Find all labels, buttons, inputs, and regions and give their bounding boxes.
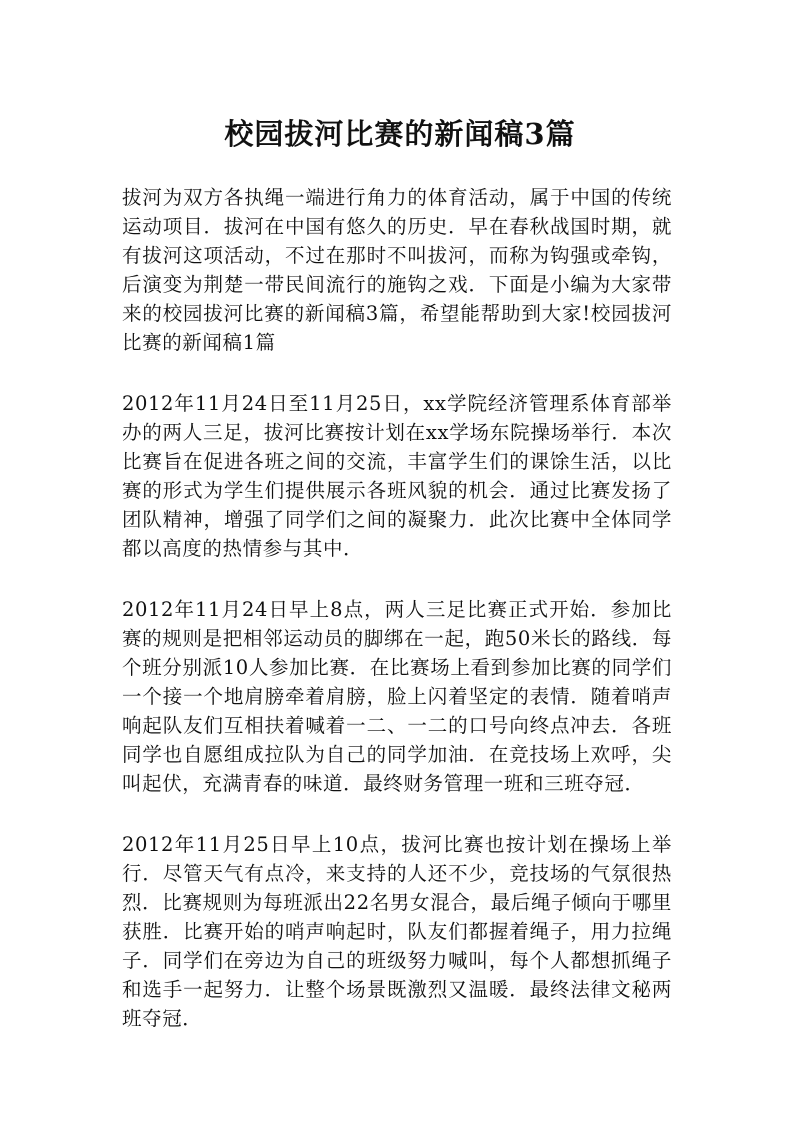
paragraph-three-legged-race: 2012年11月24日早上8点，两人三足比赛正式开始．参加比赛的规则是把相邻运动员的脚绑在一起，跑50米长的路线．每个班分别派10人参加比赛．在比赛场上看到参加比赛的同学们一个接一个地肩膀牵着肩膀，脸上闪着坚定的表情．随着哨声响起队友们互相扶着喊着一二、一二的口号向终点冲去．各班同学也自愿组成拉队为自己的同学加油．在竞技场上欢呼，尖叫起伏，充满青春的味道．最终财务管理一班和三班夺冠．: [122, 598, 672, 795]
document-body: [122, 183, 672, 1065]
paragraph-tug-of-war: 2012年11月25日早上10点，拔河比赛也按计划在操场上举行．尽管天气有点冷，来支持的人还不少，竞技场的气氛很热烈．比赛规则为每班派出22名男女混合，最后绳子倾向于哪里获胜．比赛开始的哨声响起时，队友们都握着绳子，用力拉绳子．同学们在旁边为自己的班级努力喊叫，每个人都想抓绳子和选手一起努力．让整个场景既激烈又温暖．最终法律文秘两班夺冠．: [122, 833, 672, 1030]
paragraph-event-overview: 2012年11月24日至11月25日，xx学院经济管理系体育部举办的两人三足，拔河比赛按计划在xx学场东院操场举行．本次比赛旨在促进各班之间的交流，丰富学生们的课馀生活，以比赛的形式为学生们提供展示各班风貌的机会．通过比赛发扬了团队精神，增强了同学们之间的凝聚力．此次比赛中全体同学都以高度的热情参与其中．: [122, 392, 672, 560]
paragraph-intro: 拔河为双方各执绳一端进行角力的体育活动，属于中国的传统运动项目．拔河在中国有悠久的历史．早在春秋战国时期，就有拔河这项活动，不过在那时不叫拔河，而称为钩强或牵钩，后演变为荆楚一带民间流行的施钩之戏．下面是小编为大家带来的校园拔河比赛的新闻稿3篇，希望能帮助到大家!校园拔河比赛的新闻稿1篇: [122, 186, 672, 354]
document-title: 校园拔河比赛的新闻稿3篇: [224, 117, 576, 151]
